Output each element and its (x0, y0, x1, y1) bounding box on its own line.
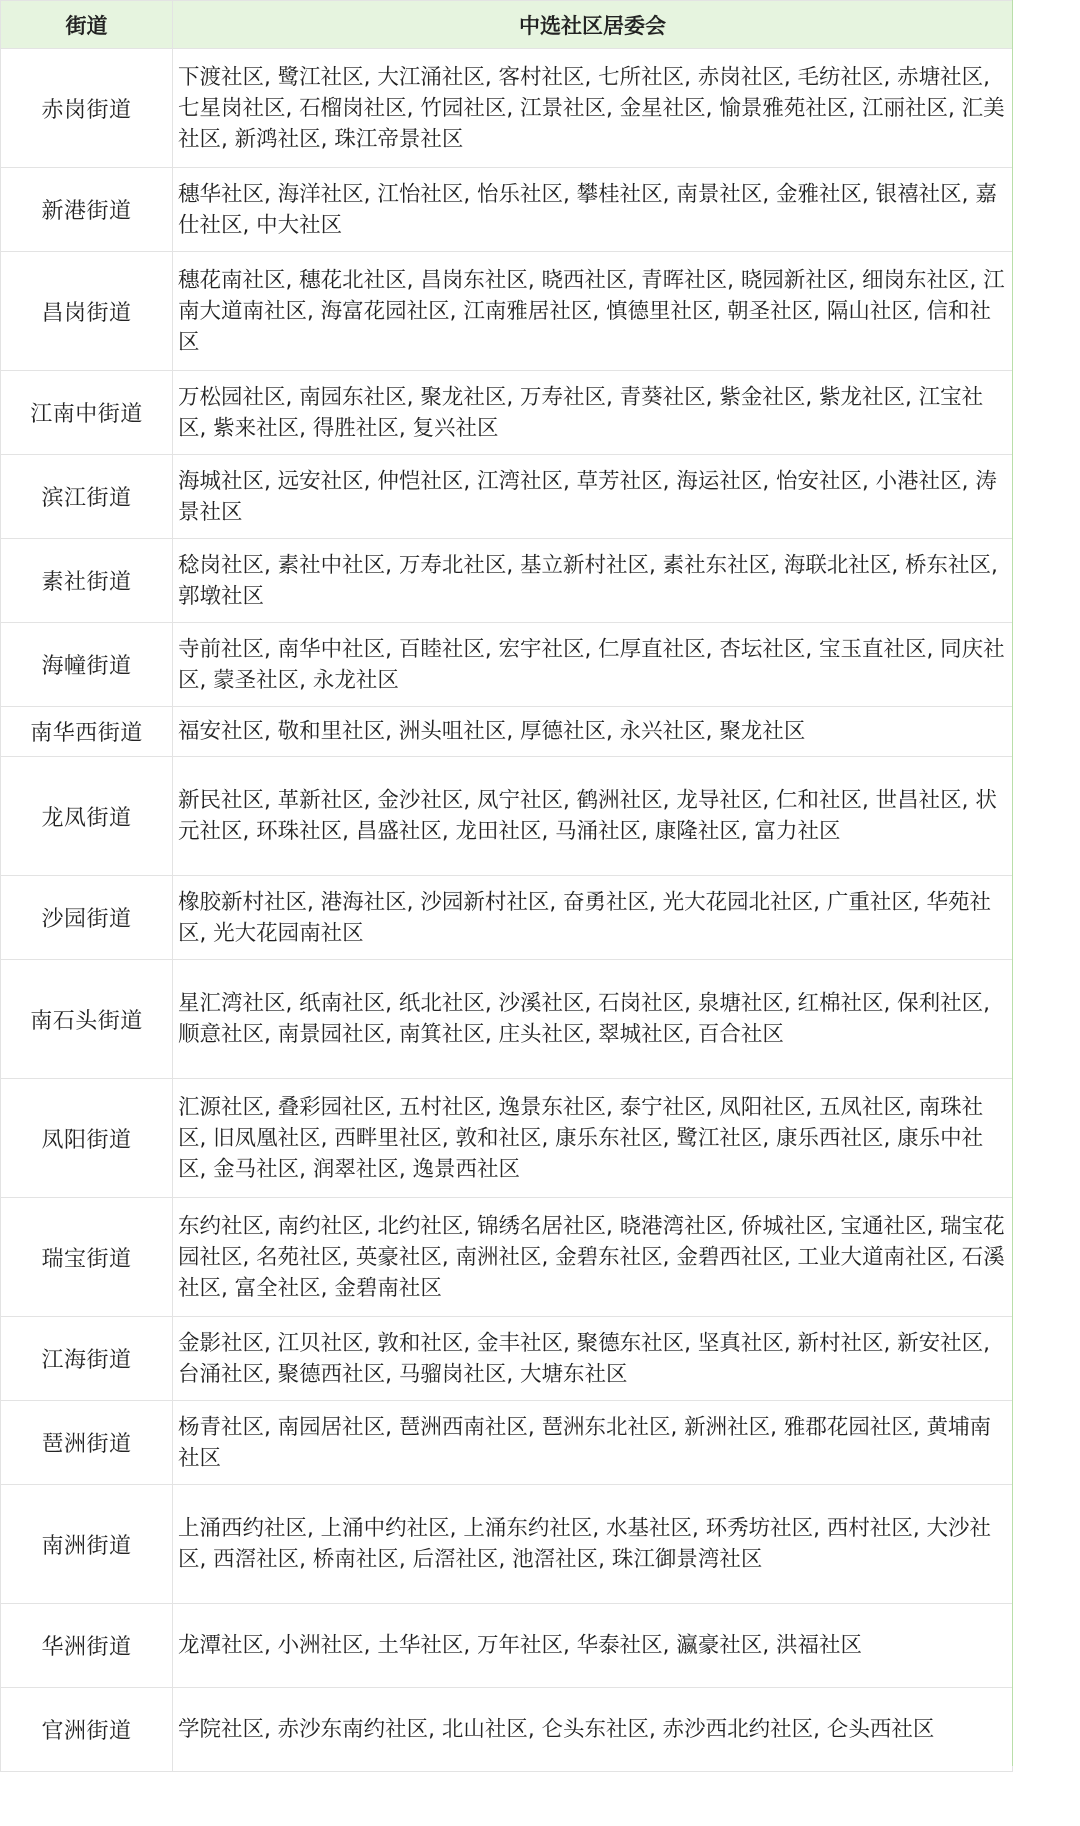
street-cell: 华洲街道 (1, 1604, 173, 1688)
table-row (1, 623, 1013, 707)
table-row (1, 757, 1013, 876)
communities-cell: 杨青社区, 南园居社区, 琶洲西南社区, 琶洲东北社区, 新洲社区, 雅郡花园社区, 黄埔南社区 (173, 1401, 1013, 1485)
communities-cell: 寺前社区, 南华中社区, 百睦社区, 宏宇社区, 仁厚直社区, 杏坛社区, 宝玉直社区, 同庆社区, 蒙圣社区, 永龙社区 (173, 623, 1013, 707)
communities-cell: 星汇湾社区, 纸南社区, 纸北社区, 沙溪社区, 石岗社区, 泉塘社区, 红棉社区, 保利社区, 顺意社区, 南景园社区, 南箕社区, 庄头社区, 翠城社区, 百合社区 (173, 960, 1013, 1079)
communities-cell: 万松园社区, 南园东社区, 聚龙社区, 万寿社区, 青葵社区, 紫金社区, 紫龙社区, 江宝社区, 紫来社区, 得胜社区, 复兴社区 (173, 371, 1013, 455)
table-row (1, 876, 1013, 960)
street-cell: 南石头街道 (1, 960, 173, 1079)
communities-cell: 海城社区, 远安社区, 仲恺社区, 江湾社区, 草芳社区, 海运社区, 怡安社区, 小港社区, 涛景社区 (173, 455, 1013, 539)
table-row (1, 960, 1013, 1079)
table-row (1, 371, 1013, 455)
table-row (1, 252, 1013, 371)
communities-cell: 上涌西约社区, 上涌中约社区, 上涌东约社区, 水基社区, 环秀坊社区, 西村社区, 大沙社区, 西滘社区, 桥南社区, 后滘社区, 池滘社区, 珠江御景湾社区 (173, 1485, 1013, 1604)
table-row (1, 1401, 1013, 1485)
street-cell: 凤阳街道 (1, 1079, 173, 1198)
street-cell: 新港街道 (1, 168, 173, 252)
communities-cell: 东约社区, 南约社区, 北约社区, 锦绣名居社区, 晓港湾社区, 侨城社区, 宝通社区, 瑞宝花园社区, 名苑社区, 英豪社区, 南洲社区, 金碧东社区, 金碧西社区, 工业大道南社区, 石溪社区, 富全社区, 金碧南社区 (173, 1198, 1013, 1317)
table-row (1, 539, 1013, 623)
communities-cell: 汇源社区, 叠彩园社区, 五村社区, 逸景东社区, 泰宁社区, 凤阳社区, 五凤社区, 南珠社区, 旧凤凰社区, 西畔里社区, 敦和社区, 康乐东社区, 鹭江社区, 康乐西社区, 康乐中社区, 金马社区, 润翠社区, 逸景西社区 (173, 1079, 1013, 1198)
street-cell: 素社街道 (1, 539, 173, 623)
communities-cell: 稔岗社区, 素社中社区, 万寿北社区, 基立新村社区, 素社东社区, 海联北社区, 桥东社区, 郭墩社区 (173, 539, 1013, 623)
table-row (1, 1485, 1013, 1604)
table-row (1, 168, 1013, 252)
table-right-border (1012, 0, 1013, 1766)
street-cell: 琶洲街道 (1, 1401, 173, 1485)
communities-cell: 龙潭社区, 小洲社区, 土华社区, 万年社区, 华泰社区, 瀛豪社区, 洪福社区 (173, 1604, 1013, 1688)
communities-cell: 穗华社区, 海洋社区, 江怡社区, 怡乐社区, 攀桂社区, 南景社区, 金雅社区, 银禧社区, 嘉仕社区, 中大社区 (173, 168, 1013, 252)
street-cell: 昌岗街道 (1, 252, 173, 371)
street-cell: 滨江街道 (1, 455, 173, 539)
communities-cell: 新民社区, 革新社区, 金沙社区, 凤宁社区, 鹤洲社区, 龙导社区, 仁和社区, 世昌社区, 状元社区, 环珠社区, 昌盛社区, 龙田社区, 马涌社区, 康隆社区, 富力社区 (173, 757, 1013, 876)
table-row (1, 1079, 1013, 1198)
street-cell: 海幢街道 (1, 623, 173, 707)
table-row (1, 1688, 1013, 1772)
header-row (1, 1, 1013, 49)
table-row (1, 1604, 1013, 1688)
communities-cell: 穗花南社区, 穗花北社区, 昌岗东社区, 晓西社区, 青晖社区, 晓园新社区, 细岗东社区, 江南大道南社区, 海富花园社区, 江南雅居社区, 慎德里社区, 朝圣社区, 隔山社区, 信和社区 (173, 252, 1013, 371)
header-communities: 中选社区居委会 (173, 1, 1013, 49)
street-cell: 官洲街道 (1, 1688, 173, 1772)
street-cell: 江海街道 (1, 1317, 173, 1401)
table-row (1, 455, 1013, 539)
street-cell: 赤岗街道 (1, 49, 173, 168)
table-row (1, 1198, 1013, 1317)
header-street: 街道 (1, 1, 173, 49)
street-cell: 南华西街道 (1, 707, 173, 757)
street-cell: 江南中街道 (1, 371, 173, 455)
communities-cell: 金影社区, 江贝社区, 敦和社区, 金丰社区, 聚德东社区, 坚真社区, 新村社区, 新安社区, 台涌社区, 聚德西社区, 马骝岗社区, 大塘东社区 (173, 1317, 1013, 1401)
table-row (1, 49, 1013, 168)
communities-cell: 学院社区, 赤沙东南约社区, 北山社区, 仑头东社区, 赤沙西北约社区, 仑头西社区 (173, 1688, 1013, 1772)
communities-cell: 橡胶新村社区, 港海社区, 沙园新村社区, 奋勇社区, 光大花园北社区, 广重社区, 华苑社区, 光大花园南社区 (173, 876, 1013, 960)
street-cell: 沙园街道 (1, 876, 173, 960)
communities-cell: 下渡社区, 鹭江社区, 大江涌社区, 客村社区, 七所社区, 赤岗社区, 毛纺社区, 赤塘社区, 七星岗社区, 石榴岗社区, 竹园社区, 江景社区, 金星社区, 愉景雅苑社区, 江丽社区, 汇美社区, 新鸿社区, 珠江帝景社区 (173, 49, 1013, 168)
street-cell: 南洲街道 (1, 1485, 173, 1604)
street-cell: 龙凤街道 (1, 757, 173, 876)
communities-cell: 福安社区, 敬和里社区, 洲头咀社区, 厚德社区, 永兴社区, 聚龙社区 (173, 707, 1013, 757)
street-cell: 瑞宝街道 (1, 1198, 173, 1317)
table-row (1, 707, 1013, 757)
table-row (1, 1317, 1013, 1401)
